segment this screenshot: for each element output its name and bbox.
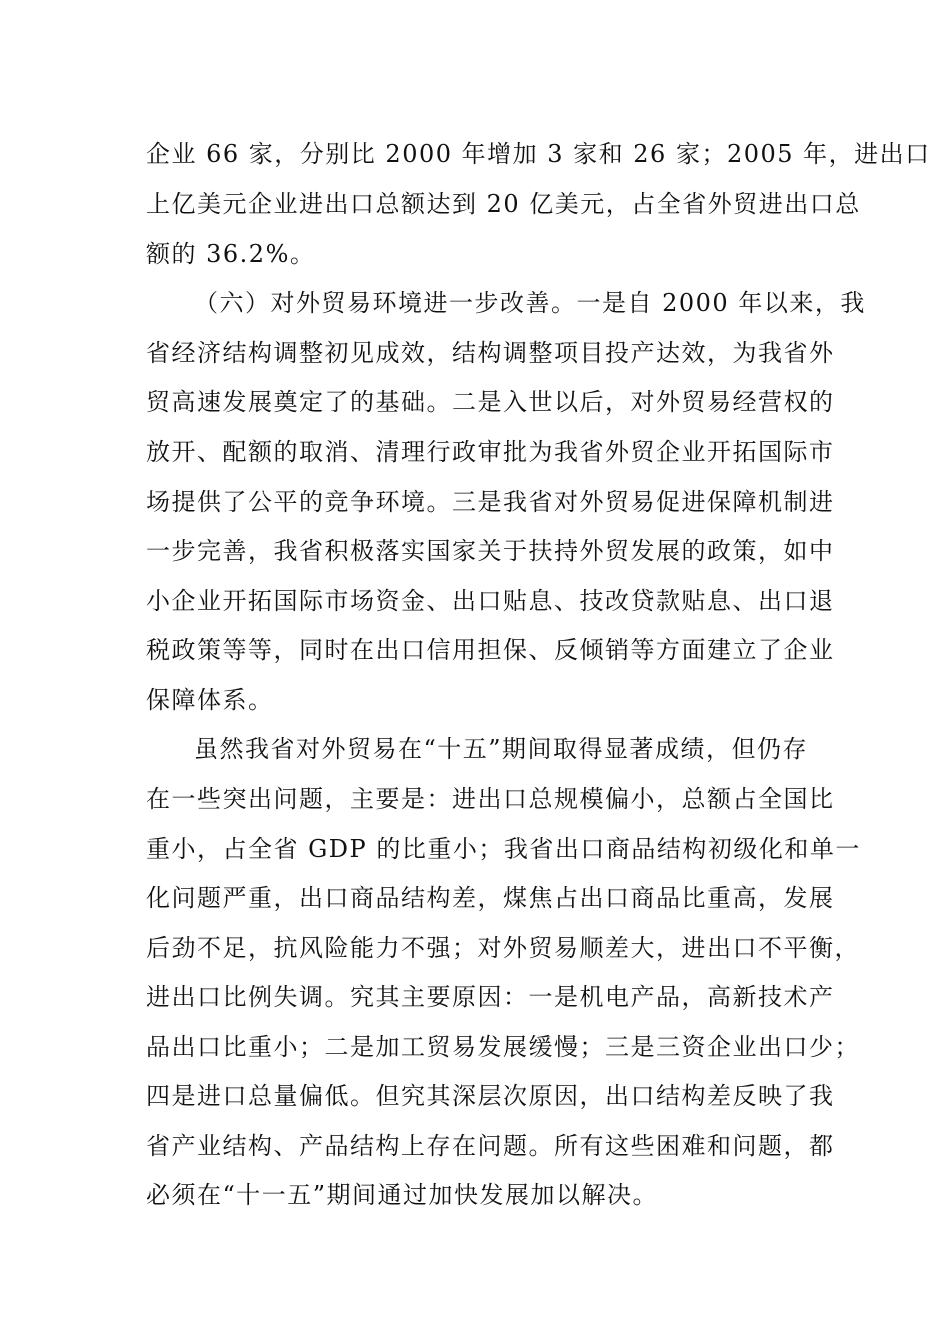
paragraph-start-line: 虽然我省对外贸易在“十五”期间取得显著成绩，但仍存 [194, 735, 809, 763]
text-line: 场提供了公平的竞争环境。三是我省对外贸易促进保障机制进 [146, 488, 835, 516]
text-line: 省产业结构、产品结构上存在问题。所有这些困难和问题，都 [146, 1132, 835, 1160]
text-line: 一步完善，我省积极落实国家关于扶持外贸发展的政策，如中 [146, 537, 835, 565]
text-line: 保障体系。 [146, 686, 274, 714]
text-line: 进出口比例失调。究其主要原因：一是机电产品，高新技术产 [146, 983, 835, 1011]
text-line: 小企业开拓国际市场资金、出口贴息、技改贷款贴息、出口退 [146, 587, 835, 615]
text-line: 企业 66 家，分别比 2000 年增加 3 家和 26 家；2005 年，进出口 [146, 140, 931, 168]
text-line: 后劲不足，抗风险能力不强；对外贸易顺差大，进出口不平衡， [146, 934, 860, 962]
text-line: 上亿美元企业进出口总额达到 20 亿美元，占全省外贸进出口总 [146, 190, 861, 218]
text-line: 额的 36.2%。 [146, 240, 316, 268]
section-heading-line: （六）对外贸易环境进一步改善。一是自 2000 年以来，我 [194, 289, 866, 317]
text-line: 化问题严重，出口商品结构差，煤焦占出口商品比重高，发展 [146, 884, 835, 912]
text-line: 贸高速发展奠定了的基础。二是入世以后，对外贸易经营权的 [146, 388, 835, 416]
text-line: 品出口比重小；二是加工贸易发展缓慢；三是三资企业出口少； [146, 1033, 860, 1061]
text-line: 重小，占全省 GDP 的比重小；我省出口商品结构初级化和单一 [146, 835, 861, 863]
text-line: 四是进口总量偏低。但究其深层次原因，出口结构差反映了我 [146, 1082, 835, 1110]
text-line: 放开、配额的取消、清理行政审批为我省外贸企业开拓国际市 [146, 438, 835, 466]
text-line: 省经济结构调整初见成效，结构调整项目投产达效，为我省外 [146, 339, 835, 367]
text-line: 在一些突出问题，主要是：进出口总规模偏小，总额占全国比 [146, 785, 835, 813]
text-line: 必须在“十一五”期间通过加快发展加以解决。 [146, 1181, 659, 1209]
text-line: 税政策等等，同时在出口信用担保、反倾销等方面建立了企业 [146, 636, 835, 664]
